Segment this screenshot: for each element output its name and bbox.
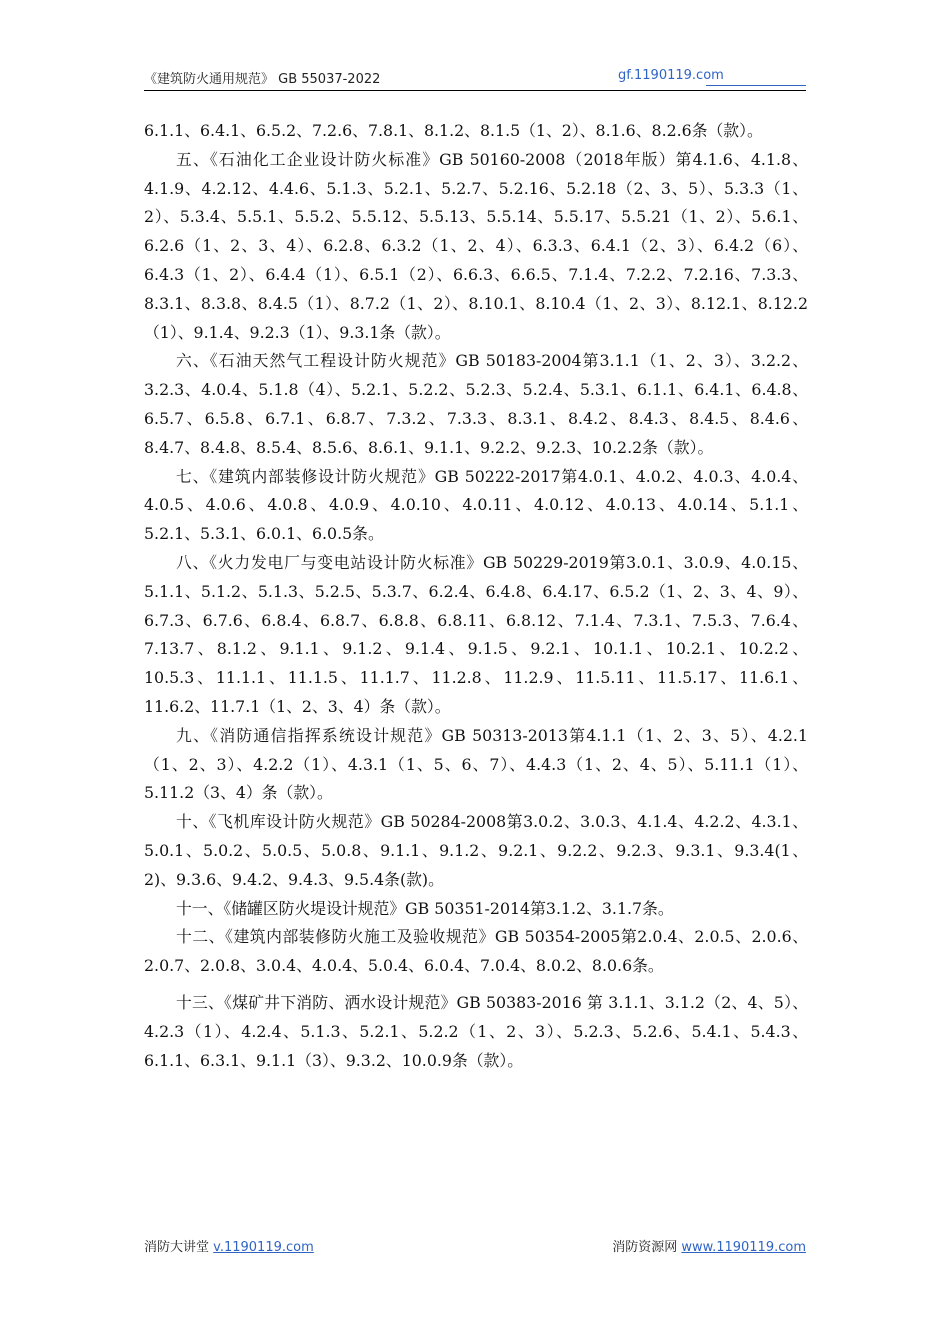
paragraph-item-7: 七、《建筑内部装修设计防火规范》GB 50222-2017第4.0.1、4.0.2、4.0.3、4.0.4、4.0.5、4.0.6、4.0.8、4.0.9、4.0.10、4.0.11、4.0.12、4.0.13、4.0.14、5.1.1、5.2.1、5.3.1、6.0.1、6.0.5条。 (144, 466, 808, 544)
footer-left-label: 消防大讲堂 (144, 1240, 210, 1255)
footer-left (144, 1236, 314, 1255)
header-title: 《建筑防火通用规范》 GB 55037-2022 (144, 72, 381, 87)
paragraph-continuation: 6.1.1、6.4.1、6.5.2、7.2.6、7.8.1、8.1.2、8.1.5（1、2）、8.1.6、8.2.6条（款）。 (144, 121, 763, 140)
paragraph-item-10: 十、《飞机库设计防火规范》GB 50284-2008第3.0.2、3.0.3、4.1.4、4.2.2、4.3.1、5.0.1、5.0.2、5.0.5、5.0.8、9.1.1、9.1.2、9.2.1、9.2.2、9.2.3、9.3.1、9.3.4(1、2)、9.3.6、9.4.2、9.4.3、9.5.4条(款)。 (144, 812, 808, 889)
paragraph-item-8: 八、《火力发电厂与变电站设计防火标准》GB 50229-2019第3.0.1、3.0.9、4.0.15、5.1.1、5.1.2、5.1.3、5.2.5、5.3.7、6.2.4、6.4.8、6.4.17、6.5.2（1、2、3、4、9）、6.7.3、6.7.6、6.8.4、6.8.7、6.8.8、6.8.11、6.8.12、7.1.4、7.3.1、7.5.3、7.6.4、7.13.7、8.1.2、9.1.1、9.1.2、9.1.4、9.1.5、9.2.1、10.1.1、10.2.1、10.2.2、10.5.3、11.1.1、11.1.5、11.1.7、11.2.8、11.2.9、11.5.11、11.5.17、11.6.1、11.6.2、11.7.1（1、2、3、4）条（款）。 (144, 552, 808, 716)
footer-right-label: 消防资源网 (612, 1240, 678, 1255)
header-link-underline (706, 85, 806, 86)
footer-right-link[interactable]: www.1190119.com (681, 1240, 806, 1255)
paragraph-item-6: 六、《石油天然气工程设计防火规范》GB 50183-2004第3.1.1（1、2、3）、3.2.2、3.2.3、4.0.4、5.1.8（4）、5.2.1、5.2.2、5.2.3、5.2.4、5.3.1、6.1.1、6.4.1、6.4.8、6.5.7、6.5.8、6.7.1、6.8.7、7.3.2、7.3.3、8.3.1、8.4.2、8.4.3、8.4.5、8.4.6、8.4.7、8.4.8、8.5.4、8.5.6、8.6.1、9.1.1、9.2.2、9.2.3、10.2.2条（款）。 (144, 351, 808, 457)
header-link[interactable] (618, 68, 806, 83)
page-footer (144, 1236, 806, 1256)
footer-right (612, 1236, 806, 1255)
paragraph-item-5: 五、《石油化工企业设计防火标准》GB 50160-2008（2018年版）第4.1.6、4.1.8、4.1.9、4.2.12、4.4.6、5.1.3、5.2.1、5.2.7、5.2.16、5.2.18（2、3、5）、5.3.3（1、2）、5.3.4、5.5.1、5.5.2、5.5.12、5.5.13、5.5.14、5.5.17、5.5.21（1、2）、5.6.1、6.2.6（1、2、3、4）、6.2.8、6.3.2（1、2、4）、6.3.3、6.4.1（2、3）、6.4.2（6）、6.4.3（1、2）、6.4.4（1）、6.5.1（2）、6.6.3、6.6.5、7.1.4、7.2.2、7.2.16、7.3.3、8.3.1、8.3.8、8.4.5（1）、8.7.2（1、2）、8.10.1、8.10.4（1、2、3）、8.12.1、8.12.2（1）、9.1.4、9.2.3（1）、9.3.1条（款）。 (144, 149, 808, 342)
document-body (144, 117, 808, 1075)
header-link-text[interactable]: gf.1190119.com (618, 68, 724, 83)
paragraph-item-13: 十三、《煤矿井下消防、洒水设计规范》GB 50383-2016 第 3.1.1、3.1.2（2、4、5）、4.2.3（1）、4.2.4、5.1.3、5.2.1、5.2.2（1、2、3）、5.2.3、5.2.6、5.4.1、5.4.3、6.1.1、6.3.1、9.1.1（3）、9.3.2、10.0.9条（款）。 (144, 992, 808, 1070)
paragraph-item-12: 十二、《建筑内部装修防火施工及验收规范》GB 50354-2005第2.0.4、2.0.5、2.0.6、2.0.7、2.0.8、3.0.4、4.0.4、5.0.4、6.0.4、7.0.4、8.0.2、8.0.6条。 (144, 927, 808, 976)
paragraph-item-11: 十一、《储罐区防火堤设计规范》GB 50351-2014第3.1.2、3.1.7条。 (176, 898, 674, 918)
footer-left-link[interactable]: v.1190119.com (213, 1240, 314, 1255)
page-header (144, 66, 806, 91)
paragraph-item-9: 九、《消防通信指挥系统设计规范》GB 50313-2013第4.1.1（1、2、3、5）、4.2.1（1、2、3）、4.2.2（1）、4.3.1（1、5、6、7）、4.4.3（1、2、4、5）、5.11.1（1）、5.11.2（3、4）条（款）。 (144, 725, 808, 803)
